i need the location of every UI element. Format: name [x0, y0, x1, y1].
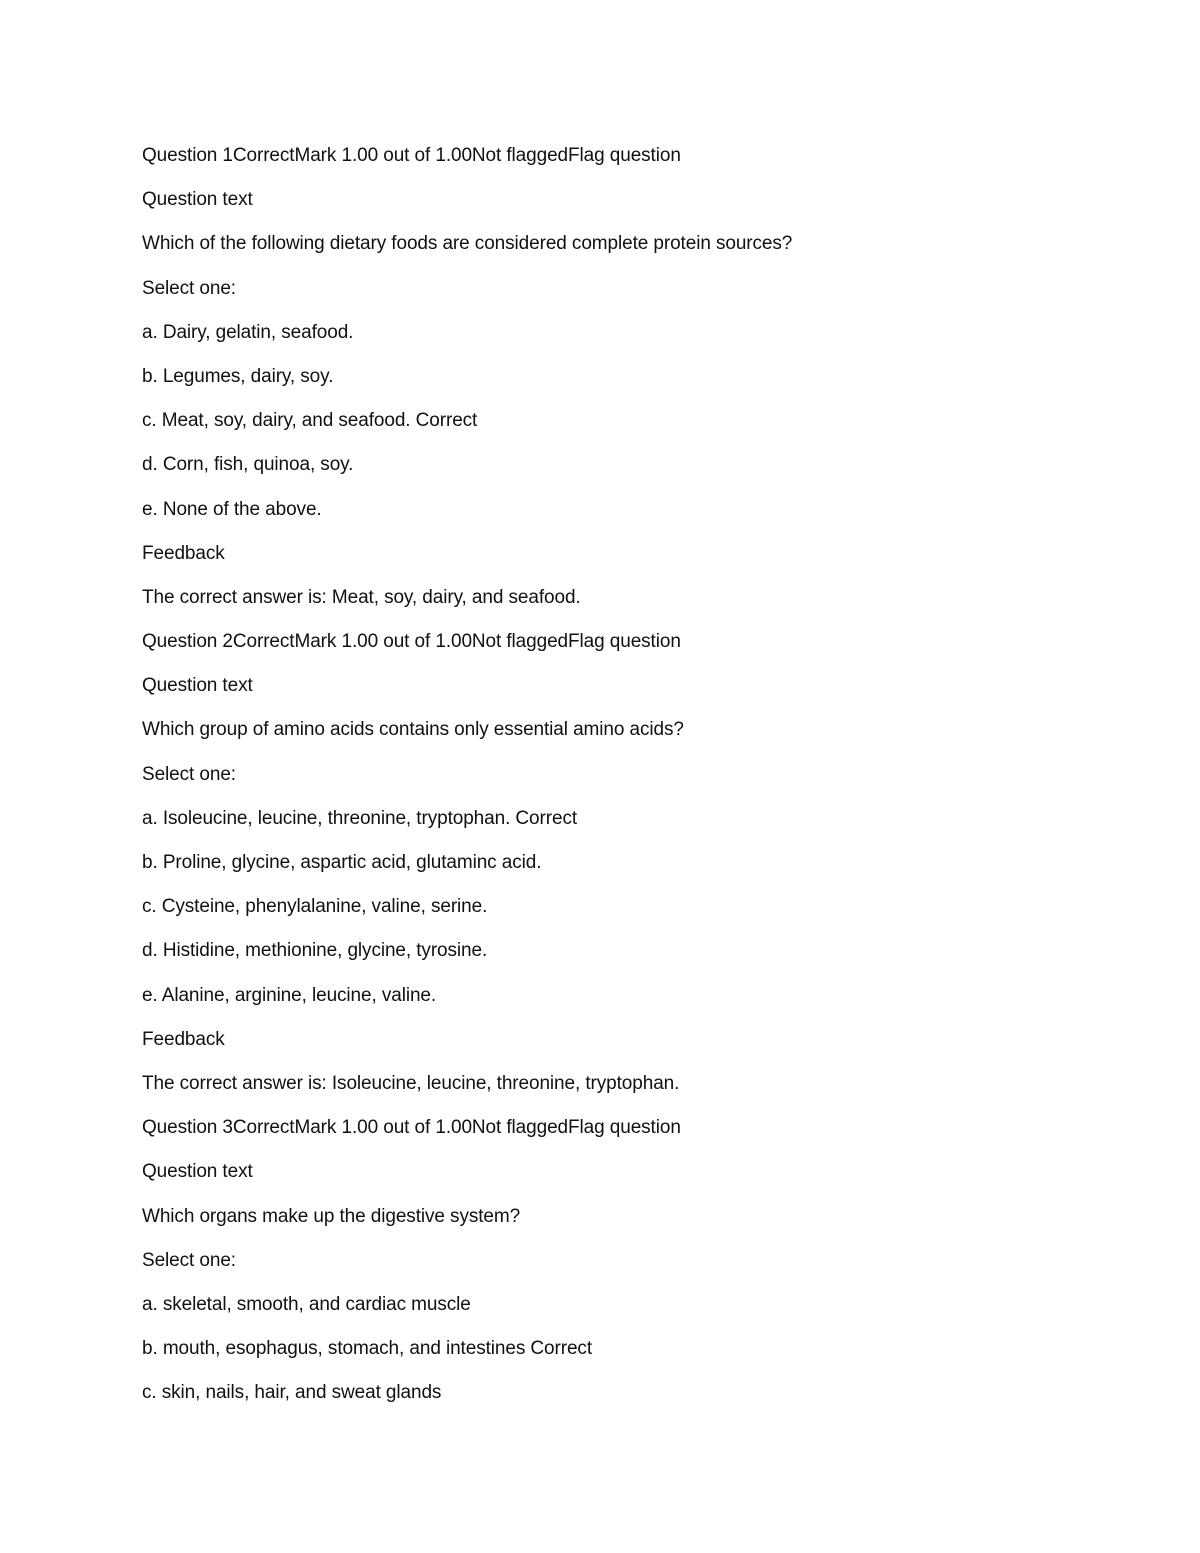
- question-1-select-label: Select one:: [142, 277, 236, 299]
- question-1-option-c: c. Meat, soy, dairy, and seafood. Correct: [142, 410, 478, 432]
- question-1-option-e: e. None of the above.: [142, 498, 322, 520]
- question-1-feedback: The correct answer is: Meat, soy, dairy, and seafood.: [142, 586, 581, 608]
- document-content: [142, 141, 1142, 1422]
- question-3-text-label: Question text: [142, 1161, 253, 1183]
- question-1-prompt: Which of the following dietary foods are considered complete protein sources?: [142, 233, 793, 255]
- question-2-option-e: e. Alanine, arginine, leucine, valine.: [142, 984, 437, 1006]
- question-2-option-b: b. Proline, glycine, aspartic acid, glutaminc acid.: [142, 852, 542, 873]
- question-2-feedback: The correct answer is: Isoleucine, leucine, threonine, tryptophan.: [142, 1072, 680, 1094]
- question-1-option-d: d. Corn, fish, quinoa, soy.: [142, 454, 354, 476]
- question-3-option-a: a. skeletal, smooth, and cardiac muscle: [142, 1293, 471, 1315]
- question-2-select-label: Select one:: [142, 763, 236, 785]
- question-2-option-c: c. Cysteine, phenylalanine, valine, serine.: [142, 896, 488, 918]
- question-1-feedback-label: Feedback: [142, 542, 225, 564]
- question-3-header: Question 3CorrectMark 1.00 out of 1.00Not flaggedFlag question: [142, 1117, 681, 1139]
- question-2-header: Question 2CorrectMark 1.00 out of 1.00Not flaggedFlag question: [142, 631, 681, 653]
- question-2-option-a: a. Isoleucine, leucine, threonine, tryptophan. Correct: [142, 807, 578, 829]
- question-2-feedback-label: Feedback: [142, 1028, 225, 1050]
- question-3-prompt: Which organs make up the digestive system?: [142, 1205, 521, 1227]
- question-3-option-c: c. skin, nails, hair, and sweat glands: [142, 1382, 442, 1404]
- question-3-option-b: b. mouth, esophagus, stomach, and intestines Correct: [142, 1338, 592, 1360]
- question-2-prompt: Which group of amino acids contains only essential amino acids?: [142, 719, 684, 741]
- question-3-select-label: Select one:: [142, 1249, 236, 1271]
- question-2-option-d: d. Histidine, methionine, glycine, tyrosine.: [142, 940, 488, 962]
- question-1-text-label: Question text: [142, 189, 253, 211]
- question-1-header: Question 1CorrectMark 1.00 out of 1.00Not flaggedFlag question: [142, 145, 681, 166]
- question-1-option-a: a. Dairy, gelatin, seafood.: [142, 321, 354, 343]
- question-2-text-label: Question text: [142, 675, 253, 697]
- question-1-option-b: b. Legumes, dairy, soy.: [142, 365, 334, 387]
